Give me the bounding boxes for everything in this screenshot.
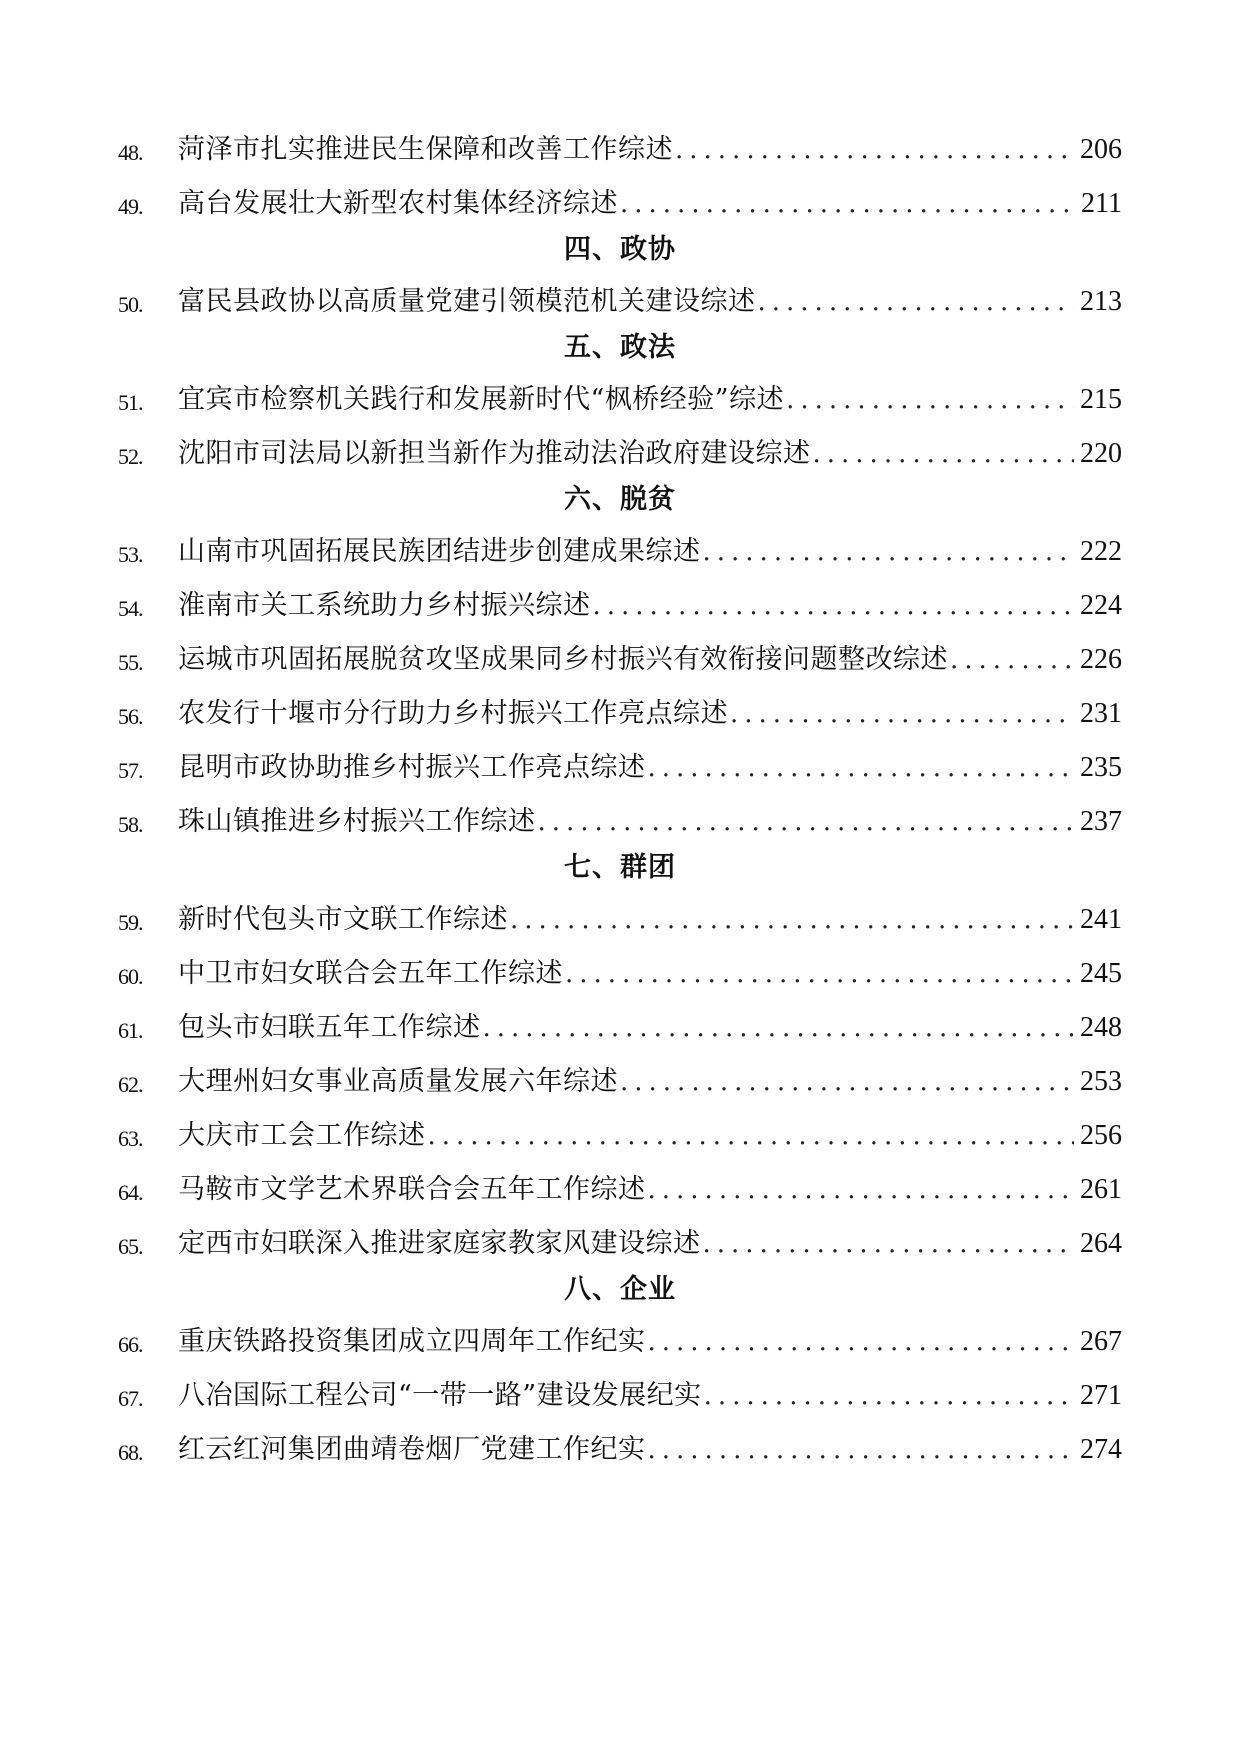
toc-entry-title: 重庆铁路投资集团成立四周年工作纪实 — [178, 1326, 646, 1357]
toc-entry-title: 红云红河集团曲靖卷烟厂党建工作纪实 — [178, 1434, 646, 1465]
toc-entry-page-number: 271 — [1080, 1380, 1122, 1411]
toc-entry-line — [178, 1378, 1122, 1418]
toc-entry-line — [178, 1324, 1122, 1364]
section-heading — [0, 234, 1240, 278]
toc-entry-title: 沈阳市司法局以新担当新作为推动法治政府建设综述 — [178, 438, 811, 469]
toc-entry-line — [178, 696, 1122, 736]
toc-entry-page-number: 274 — [1080, 1434, 1122, 1465]
toc-entry[interactable] — [0, 1220, 1240, 1274]
toc-entry-line — [178, 132, 1122, 172]
toc-entry-title: 运城市巩固拓展脱贫攻坚成果同乡村振兴有效衔接问题整改综述 — [178, 644, 948, 675]
dot-leader — [646, 750, 1075, 786]
toc-entry-line — [178, 382, 1122, 422]
toc-entry-page-number: 248 — [1080, 1012, 1122, 1043]
toc-entry-title: 大理州妇女事业高质量发展六年综述 — [178, 1066, 618, 1097]
section-heading-text: 五、政法 — [564, 332, 676, 363]
toc-entry-number: 48. — [118, 140, 143, 165]
dot-leader — [948, 642, 1074, 678]
dot-leader — [646, 1432, 1075, 1468]
toc-entry-title: 马鞍市文学艺术界联合会五年工作综述 — [178, 1174, 646, 1205]
toc-entry-page-number: 222 — [1080, 536, 1122, 567]
toc-entry-line — [178, 436, 1122, 476]
dot-leader — [563, 956, 1074, 992]
section-heading — [0, 852, 1240, 896]
toc-entry-line — [178, 1432, 1122, 1472]
toc-entry-number: 66. — [118, 1332, 143, 1357]
dot-leader — [646, 1324, 1075, 1360]
toc-entry-title: 昆明市政协助推乡村振兴工作亮点综述 — [178, 752, 646, 783]
section-heading-text: 七、群团 — [564, 852, 676, 883]
section-heading-text: 八、企业 — [564, 1274, 676, 1305]
toc-entry[interactable] — [0, 126, 1240, 180]
toc-entry[interactable] — [0, 1426, 1240, 1480]
toc-entry-line — [178, 804, 1122, 844]
toc-entry[interactable] — [0, 582, 1240, 636]
dot-leader — [784, 382, 1074, 418]
toc-entry-page-number: 245 — [1080, 958, 1122, 989]
toc-entry-number: 53. — [118, 542, 143, 567]
toc-entry-page-number: 213 — [1080, 286, 1122, 317]
toc-entry-number: 62. — [118, 1072, 143, 1097]
toc-entry-line — [178, 534, 1122, 574]
toc-entry-page-number: 267 — [1080, 1326, 1122, 1357]
toc-entry-title: 山南市巩固拓展民族团结进步创建成果综述 — [178, 536, 701, 567]
toc-entry-line — [178, 186, 1122, 226]
toc-entry-title: 八冶国际工程公司“一带一路”建设发展纪实 — [178, 1380, 702, 1411]
toc-entry-page-number: 264 — [1080, 1228, 1122, 1259]
toc-entry-number: 64. — [118, 1180, 143, 1205]
toc-entry-title: 富民县政协以高质量党建引领模范机关建设综述 — [178, 286, 756, 317]
toc-entry-page-number: 256 — [1080, 1120, 1122, 1151]
toc-entry-number: 68. — [118, 1440, 143, 1465]
toc-entry-page-number: 253 — [1080, 1066, 1122, 1097]
toc-entry-number: 58. — [118, 812, 143, 837]
toc-entry-number: 50. — [118, 292, 143, 317]
toc-entry-title: 宜宾市检察机关践行和发展新时代“枫桥经验”综述 — [178, 384, 785, 415]
toc-entry[interactable] — [0, 1058, 1240, 1112]
toc-entry[interactable] — [0, 744, 1240, 798]
toc-entry-page-number: 226 — [1080, 644, 1122, 675]
toc-entry-page-number: 261 — [1080, 1174, 1122, 1205]
section-heading — [0, 332, 1240, 376]
dot-leader — [618, 1064, 1074, 1100]
toc-entry-number: 51. — [118, 390, 143, 415]
dot-leader — [481, 1010, 1075, 1046]
dot-leader — [701, 534, 1075, 570]
toc-entry-title: 大庆市工会工作综述 — [178, 1120, 426, 1151]
toc-entry-title: 珠山镇推进乡村振兴工作综述 — [178, 806, 536, 837]
toc-entry-line — [178, 642, 1122, 682]
toc-entry-page-number: 224 — [1080, 590, 1122, 621]
toc-entry-page-number: 215 — [1080, 384, 1122, 415]
toc-entry[interactable] — [0, 278, 1240, 332]
toc-entry[interactable] — [0, 1372, 1240, 1426]
toc-entry-line — [178, 1226, 1122, 1266]
toc-entry-number: 59. — [118, 910, 143, 935]
toc-entry-title: 农发行十堰市分行助力乡村振兴工作亮点综述 — [178, 698, 728, 729]
toc-entry[interactable] — [0, 376, 1240, 430]
toc-entry-title: 菏泽市扎实推进民生保障和改善工作综述 — [178, 134, 673, 165]
toc-entry-page-number: 241 — [1080, 904, 1122, 935]
dot-leader — [508, 902, 1074, 938]
toc-entry[interactable] — [0, 896, 1240, 950]
toc-entry-line — [178, 956, 1122, 996]
toc-entry-number: 61. — [118, 1018, 143, 1043]
toc-entry[interactable] — [0, 636, 1240, 690]
toc-entry-title: 包头市妇联五年工作综述 — [178, 1012, 481, 1043]
toc-entry-number: 49. — [118, 194, 143, 219]
section-heading-text: 四、政协 — [564, 234, 676, 265]
table-of-contents — [0, 126, 1240, 1480]
toc-entry-page-number: 220 — [1080, 438, 1122, 469]
toc-entry-page-number: 231 — [1080, 698, 1122, 729]
toc-entry[interactable] — [0, 180, 1240, 234]
toc-entry[interactable] — [0, 528, 1240, 582]
toc-entry[interactable] — [0, 1166, 1240, 1220]
toc-entry-line — [178, 1010, 1122, 1050]
toc-entry-line — [178, 902, 1122, 942]
toc-entry-page-number: 235 — [1080, 752, 1122, 783]
toc-entry-title: 淮南市关工系统助力乡村振兴综述 — [178, 590, 591, 621]
toc-entry-line — [178, 1064, 1122, 1104]
toc-entry-number: 60. — [118, 964, 143, 989]
toc-entry-number: 54. — [118, 596, 143, 621]
toc-entry-title: 新时代包头市文联工作综述 — [178, 904, 508, 935]
section-heading — [0, 1274, 1240, 1318]
toc-entry-number: 63. — [118, 1126, 143, 1151]
toc-entry-line — [178, 588, 1122, 628]
toc-entry-line — [178, 1172, 1122, 1212]
dot-leader — [536, 804, 1075, 840]
toc-entry-number: 55. — [118, 650, 143, 675]
toc-entry-title: 中卫市妇女联合会五年工作综述 — [178, 958, 563, 989]
dot-leader — [702, 1378, 1074, 1414]
toc-entry[interactable] — [0, 1004, 1240, 1058]
toc-entry-page-number: 206 — [1080, 134, 1122, 165]
dot-leader — [646, 1172, 1075, 1208]
toc-entry-line — [178, 1118, 1122, 1158]
dot-leader — [591, 588, 1075, 624]
toc-entry[interactable] — [0, 798, 1240, 852]
toc-entry[interactable] — [0, 1318, 1240, 1372]
toc-entry[interactable] — [0, 430, 1240, 484]
dot-leader — [728, 696, 1074, 732]
toc-entry-title: 定西市妇联深入推进家庭家教家风建设综述 — [178, 1228, 701, 1259]
dot-leader — [618, 186, 1075, 222]
toc-entry[interactable] — [0, 1112, 1240, 1166]
toc-entry-line — [178, 284, 1122, 324]
dot-leader — [701, 1226, 1075, 1262]
toc-entry-number: 56. — [118, 704, 143, 729]
section-heading — [0, 484, 1240, 528]
toc-entry-page-number: 211 — [1081, 188, 1122, 219]
toc-entry-page-number: 237 — [1080, 806, 1122, 837]
section-heading-text: 六、脱贫 — [564, 484, 676, 515]
dot-leader — [673, 132, 1074, 168]
dot-leader — [811, 436, 1075, 472]
toc-entry-number: 52. — [118, 444, 143, 469]
dot-leader — [426, 1118, 1075, 1154]
toc-entry[interactable] — [0, 690, 1240, 744]
toc-entry-number: 65. — [118, 1234, 143, 1259]
toc-entry-title: 高台发展壮大新型农村集体经济综述 — [178, 188, 618, 219]
toc-entry-number: 67. — [118, 1386, 143, 1411]
toc-entry[interactable] — [0, 950, 1240, 1004]
dot-leader — [756, 284, 1075, 320]
toc-entry-line — [178, 750, 1122, 790]
toc-entry-number: 57. — [118, 758, 143, 783]
